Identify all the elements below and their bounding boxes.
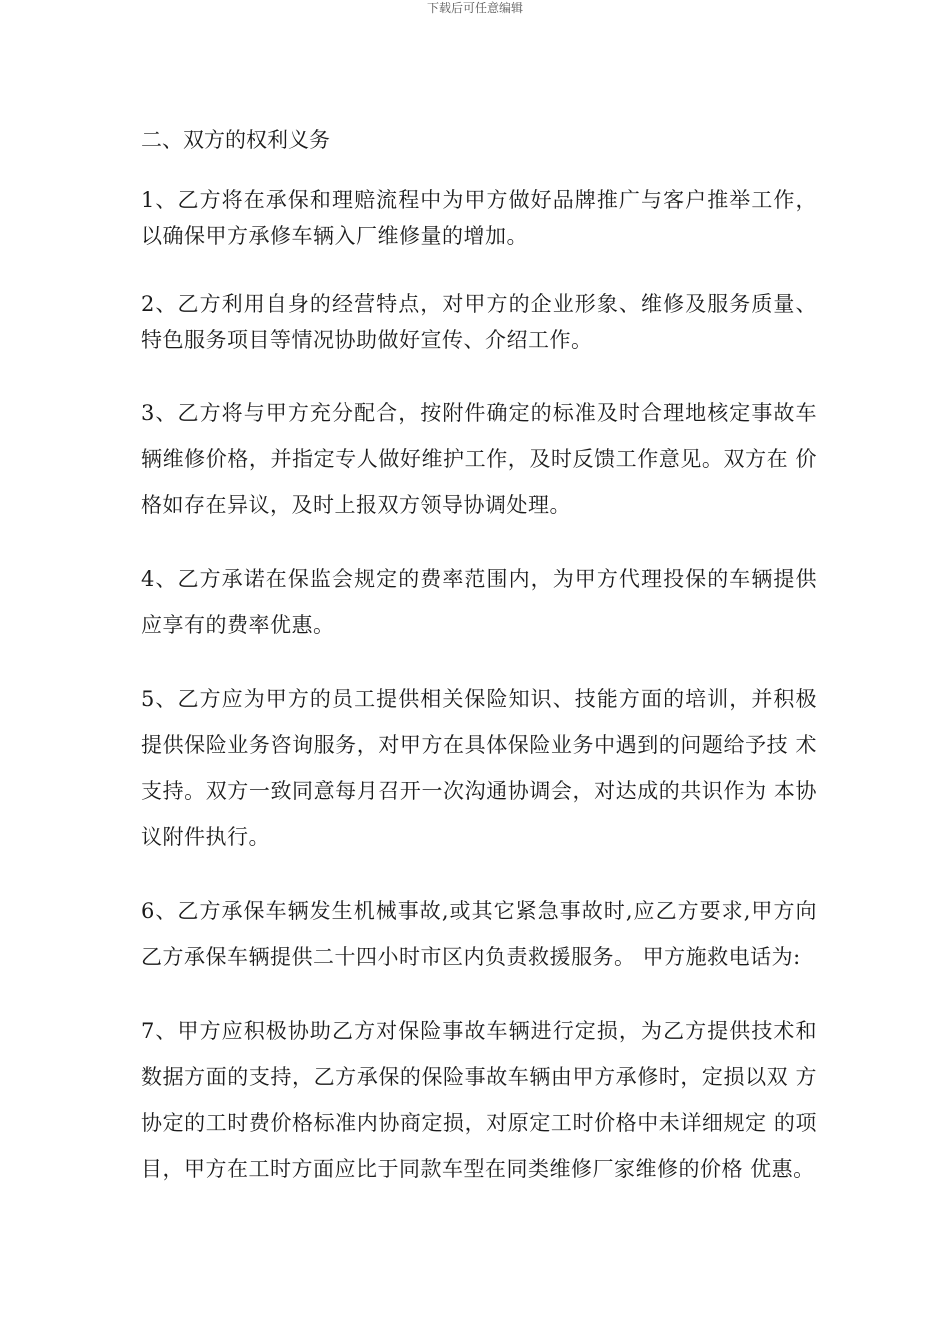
- paragraph-1: 1、乙方将在承保和理赔流程中为甲方做好品牌推广与客户推举工作，以确保甲方承修车辆入厂维修量的增加。: [141, 188, 817, 248]
- paragraph-4: 4、乙方承诺在保监会规定的费率范围内，为甲方代理投保的车辆提供 应享有的费率优惠。: [141, 567, 817, 637]
- paragraph-3: 3、乙方将与甲方充分配合，按附件确定的标准及时合理地核定事故车 辆维修价格，并指定专人做好维护工作，及时反馈工作意见。双方在 价格如存在异议，及时上报双方领导协调处理。: [141, 401, 817, 517]
- paragraph-2: 2、乙方利用自身的经营特点，对甲方的企业形象、维修及服务质量、特色服务项目等情况协助做好宣传、介绍工作。: [141, 292, 817, 352]
- document-body: [141, 122, 817, 1220]
- paragraph-5: 5、乙方应为甲方的员工提供相关保险知识、技能方面的培训，并积极 提供保险业务咨询服务，对甲方在具体保险业务中遇到的问题给予技 术支持。双方一致同意每月召开一次沟通协调会，对达成的共识作为 本协议附件执行。: [141, 687, 817, 849]
- page-header-note: 下载后可任意编辑: [426, 1, 523, 15]
- paragraph-7: 7、甲方应积极协助乙方对保险事故车辆进行定损，为乙方提供技术和 数据方面的支持，乙方承保的保险事故车辆由甲方承修时，定损以双 方协定的工时费价格标准内协商定损，对原定工时价格中未详细规定 的项目，甲方在工时方面应比于同款车型在同类维修厂家维修的价格 优惠。: [141, 1019, 817, 1181]
- section-title: 二、双方的权利义务: [141, 128, 330, 152]
- paragraph-6: 6、乙方承保车辆发生机械事故,或其它紧急事故时,应乙方要求,甲方向乙方承保车辆提供二十四小时市区内负责救援服务。 甲方施救电话为:: [141, 899, 817, 969]
